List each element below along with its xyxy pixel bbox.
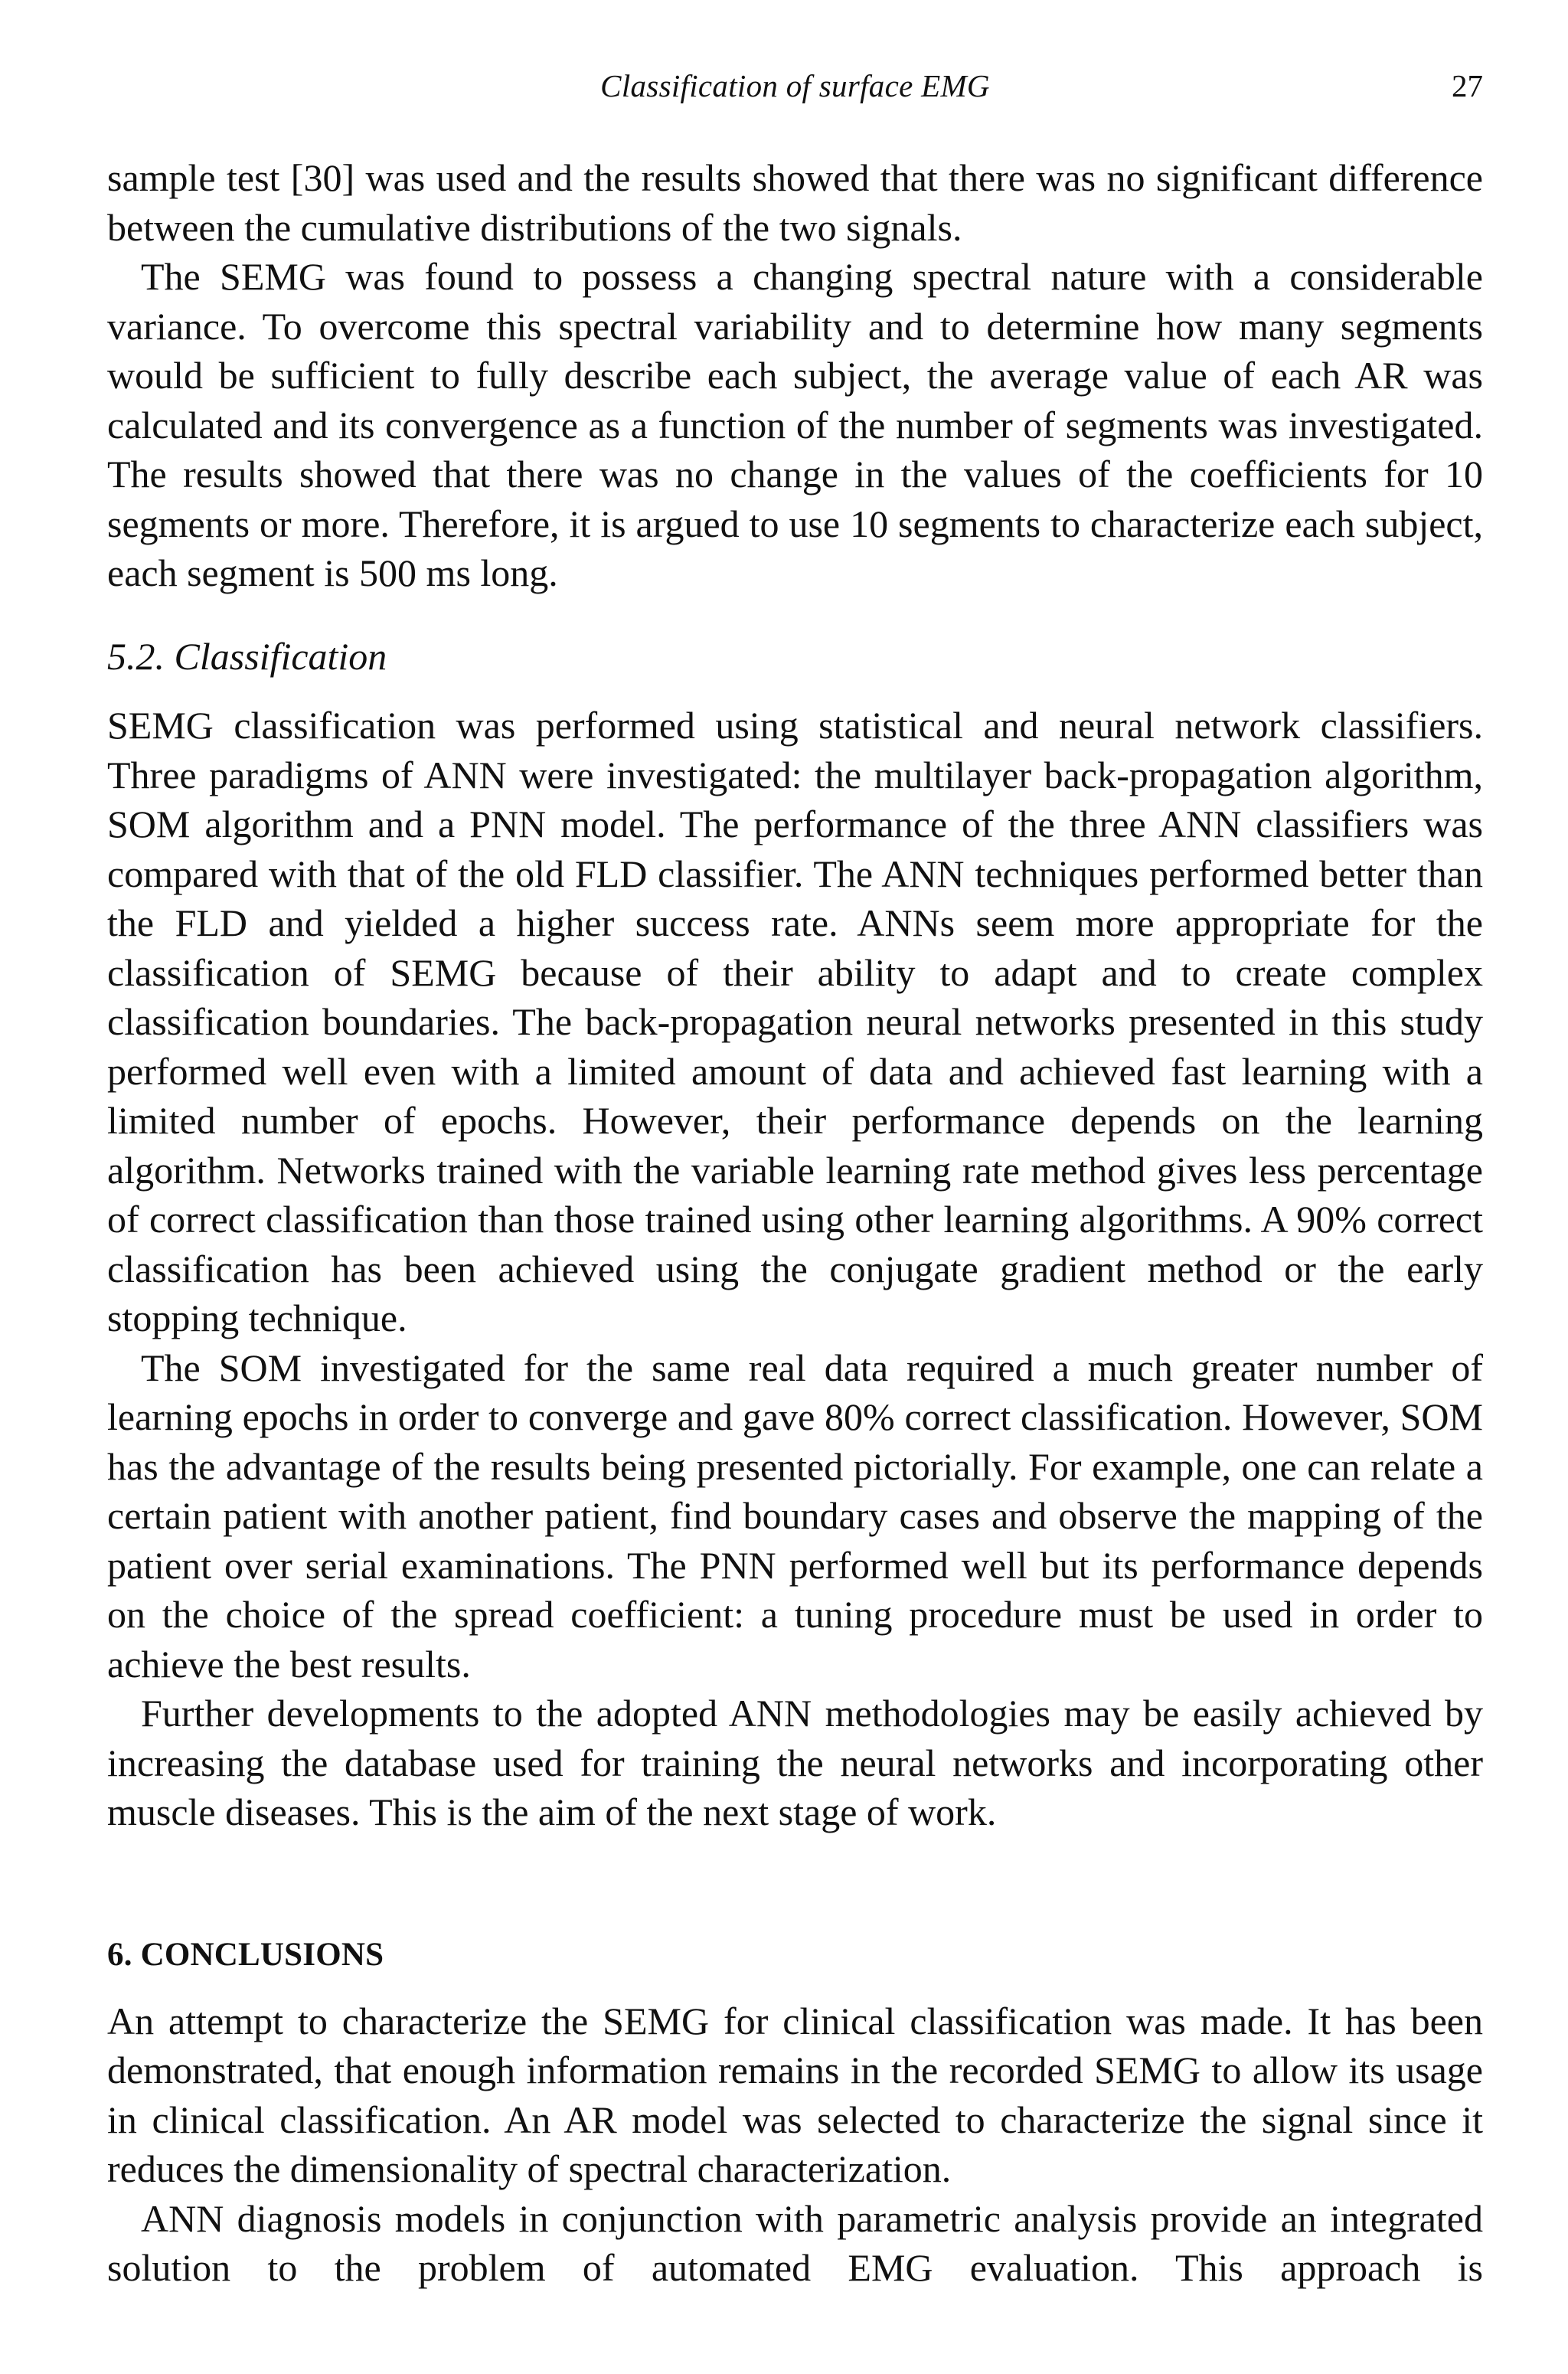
running-title: Classification of surface EMG	[600, 68, 990, 103]
paragraph-continued: sample test [30] was used and the results showed that there was no significant difference between the cumulative distributions of the two signals.	[107, 156, 1483, 249]
running-header	[107, 67, 1483, 113]
page-number: 27	[1452, 68, 1483, 103]
paragraph-further-developments: Further developments to the adopted ANN methodologies may be easily achieved by increasing the database used for training the neural networks and incorporating other muscle diseases. This is the aim of the next stage of work.	[107, 1692, 1483, 1833]
paragraph-classification: SEMG classification was performed using statistical and neural network classifiers. Three paradigms of ANN were investigated: the multilayer back-propagation algorithm, SOM algorithm and a PNN model. The performance of the three ANN classifiers was compared with that of the old FLD classifier. The ANN techniques performed better than the FLD and yielded a higher success rate. ANNs seem more appropriate for the classification of SEMG because of their ability to adapt and to create complex classification boundaries. The back-propagation neural networks presented in this study performed well even with a limited amount of data and achieved fast learning with a limited number of epochs. However, their performance depends on the learning algorithm. Networks trained with the variable learning rate method gives less percentage of correct classification than those trained using other learning algorithms. A 90% correct classification has been achieved using the conjugate gradient method or the early stopping technique.	[107, 704, 1483, 1339]
body-text	[107, 153, 1483, 2293]
subsection-heading: 5.2. Classification	[107, 634, 387, 678]
paragraph-spectral-variance: The SEMG was found to possess a changing spectral nature with a considerable variance. To overcome this spectral variability and to determine how many segments would be sufficient to fully describe each subject, the average value of each AR was calculated and its convergence as a function of the number of segments was investigated. The results showed that there was no change in the values of the coefficients for 10 segments or more. Therefore, it is argued to use 10 segments to characterize each subject, each segment is 500 ms long.	[107, 255, 1483, 594]
paragraph-conclusions: An attempt to characterize the SEMG for clinical classification was made. It has been demonstrated, that enough information remains in the recorded SEMG to allow its usage in clinical classification. An AR model was selected to characterize the signal since it reduces the dimensionality of spectral characterization.	[107, 1999, 1483, 2190]
paragraph-som: The SOM investigated for the same real data required a much greater number of learning epochs in order to converge and gave 80% correct classification. However, SOM has the advantage of the results being presented pictorially. For example, one can relate a certain patient with another patient, find boundary cases and observe the mapping of the patient over serial examinations. The PNN performed well but its performance depends on the choice of the spread coefficient: a tuning procedure must be used in order to achieve the best results.	[107, 1346, 1483, 1686]
section-heading: 6. CONCLUSIONS	[107, 1936, 384, 1973]
paragraph-ann-diagnosis: ANN diagnosis models in conjunction with parametric analysis provide an integrated solution to the problem of automated EMG evaluation. This approach is	[107, 2196, 1483, 2289]
